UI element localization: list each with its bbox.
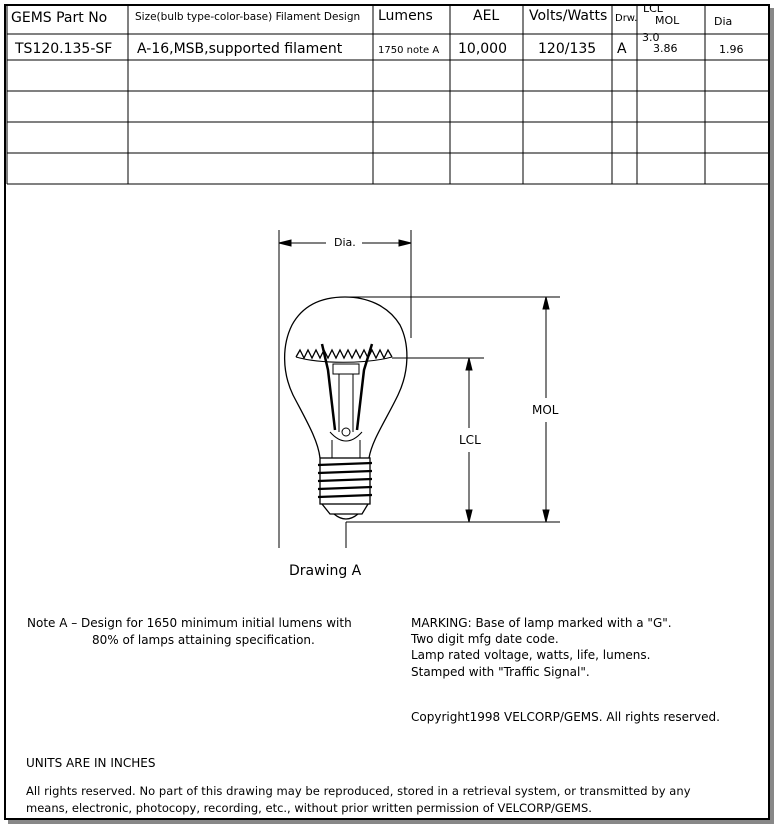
mol-label: MOL: [532, 403, 559, 417]
marking-line3: Lamp rated voltage, watts, life, lumens.: [411, 648, 651, 662]
header-drw: Drw.: [615, 13, 638, 24]
header-lumens: Lumens: [378, 8, 433, 24]
lcl-arrow-bottom: [466, 510, 472, 522]
base-contact: [334, 514, 358, 519]
dia-label: Dia.: [334, 236, 356, 249]
note-a-line1: Note A – Design for 1650 minimum initial lumens with: [27, 616, 352, 630]
cell-lcl: 3.0: [642, 31, 660, 44]
cell-ael: 10,000: [458, 41, 507, 57]
marking-line1: MARKING: Base of lamp marked with a "G".: [411, 616, 672, 630]
cell-mol: 3.86: [653, 42, 678, 55]
marking-line4: Stamped with "Traffic Signal".: [411, 665, 590, 679]
dia-arrow-right: [399, 240, 411, 246]
header-volts-watts: Volts/Watts: [529, 8, 608, 24]
cell-lumens: 1750 note A: [378, 45, 440, 56]
drawing-caption: Drawing A: [289, 563, 362, 579]
marking-line2: Two digit mfg date code.: [411, 632, 559, 646]
cell-dia: 1.96: [719, 43, 744, 56]
header-lcl: LCL: [643, 2, 663, 15]
dia-arrow-left: [279, 240, 291, 246]
header-size: Size(bulb type-color-base) Filament Design: [135, 11, 361, 23]
header-ael: AEL: [473, 8, 500, 24]
mol-arrow-bottom: [543, 510, 549, 522]
header-part-no: GEMS Part No: [11, 10, 108, 26]
stem-button: [342, 428, 350, 436]
cell-volts-watts: 120/135: [538, 41, 597, 57]
lcl-label: LCL: [459, 433, 481, 447]
lcl-arrow-top: [466, 358, 472, 370]
copyright-note: Copyright1998 VELCORP/GEMS. All rights reserved.: [411, 710, 720, 724]
screw-threads: [318, 463, 372, 497]
header-mol: MOL: [655, 14, 680, 27]
bulb-glass-outline: [285, 297, 407, 458]
cell-part-no: TS120.135-SF: [15, 41, 113, 57]
units-note: UNITS ARE IN INCHES: [26, 756, 156, 770]
cell-drw: A: [617, 41, 627, 57]
filament-coil: [296, 350, 392, 358]
mol-arrow-top: [543, 297, 549, 309]
rights-line1: All rights reserved. No part of this drawing may be reproduced, stored in a retrieval system, or transmitted by any: [26, 784, 691, 798]
header-dia: Dia: [714, 15, 733, 28]
cell-size: A-16,MSB,supported filament: [137, 41, 343, 57]
note-a-line2: 80% of lamps attaining specification.: [92, 633, 315, 647]
rights-line2: means, electronic, photocopy, recording, etc., without prior written permission of VELCORP/GEMS.: [26, 801, 592, 815]
